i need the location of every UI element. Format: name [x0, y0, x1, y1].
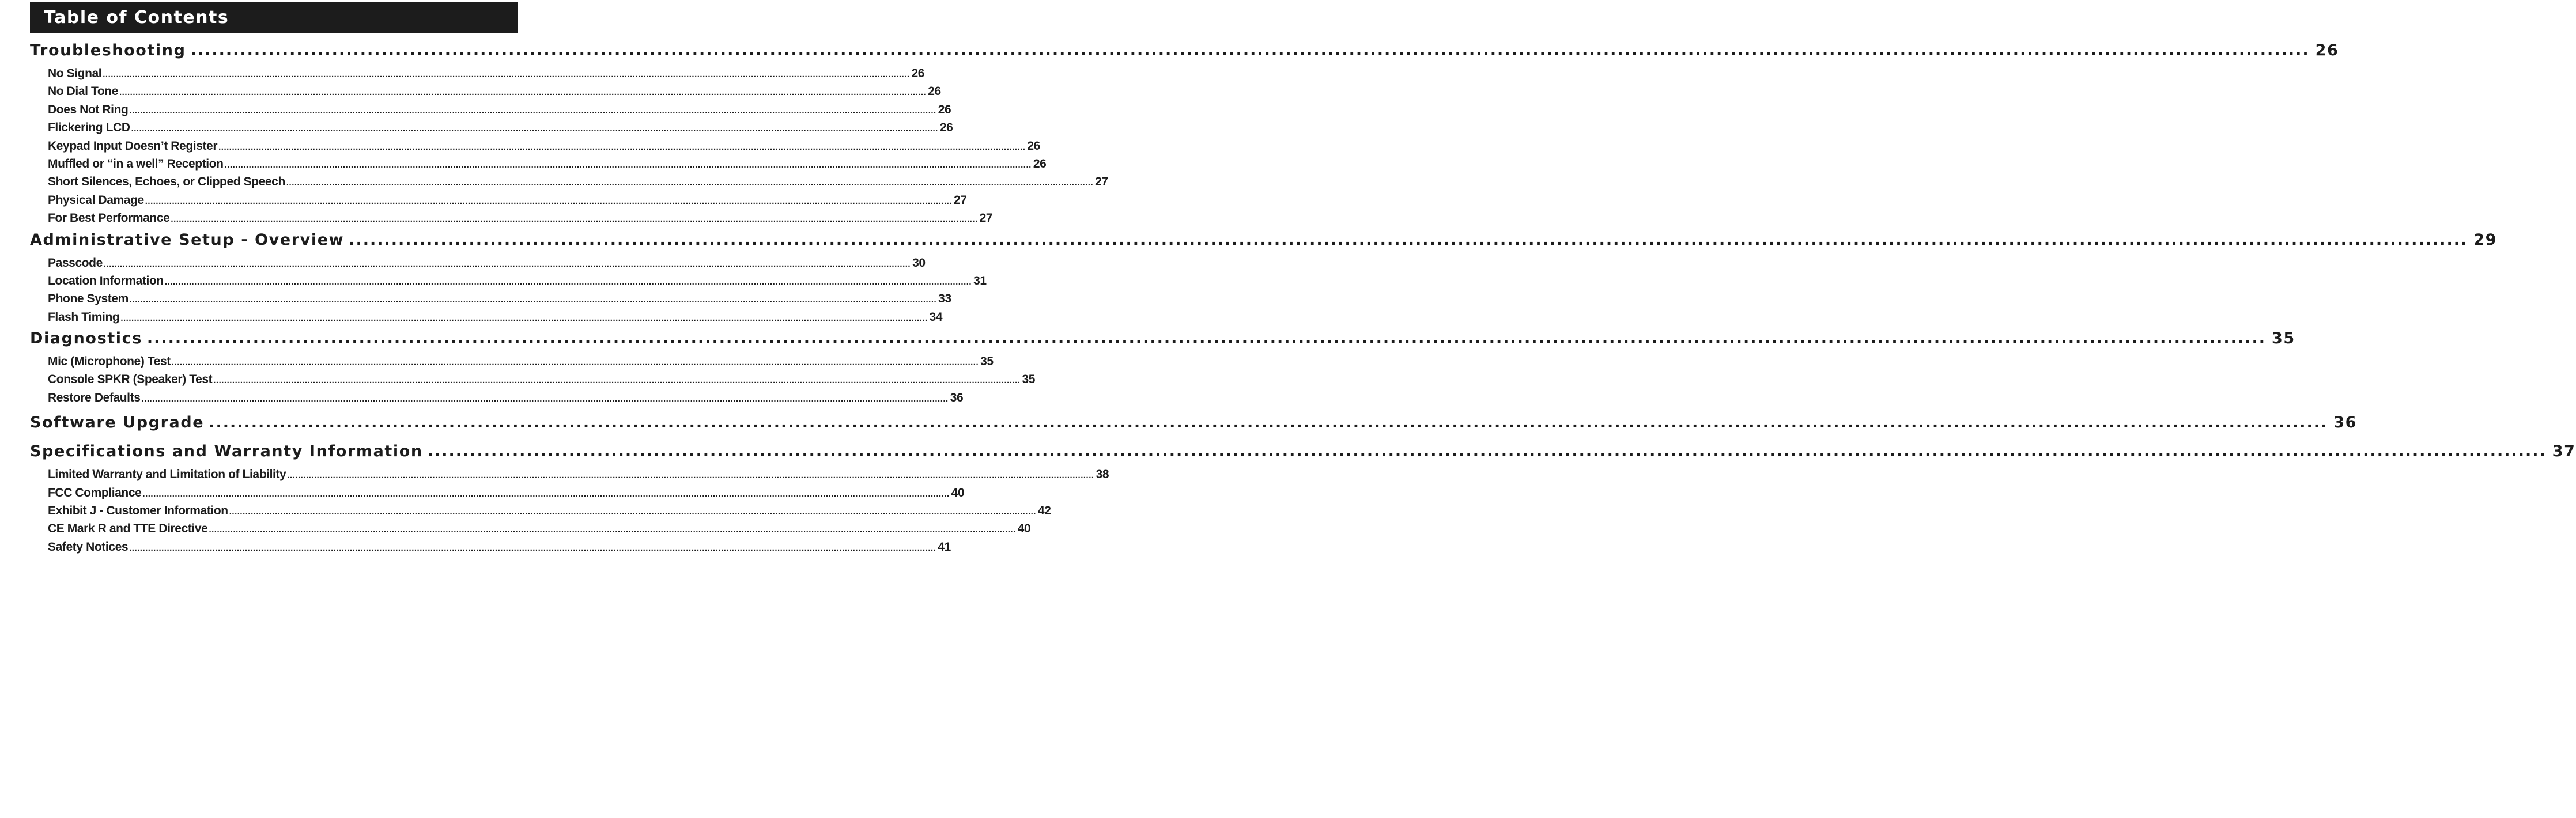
toc-section-page: 26 — [2315, 41, 2339, 59]
toc-item-page: 26 — [1027, 139, 1040, 153]
toc-item-page: 26 — [911, 67, 925, 80]
leader-dots: ............................................................................................................................................................................................................................................................................................................ — [209, 525, 1016, 535]
toc-item-title: FCC Compliance — [48, 486, 142, 499]
toc-section-title: Software Upgrade — [30, 414, 205, 432]
leader-dots: ............................................................................................................................................................................................................................................................................................................ — [171, 214, 978, 225]
toc-section-page: 36 — [2333, 414, 2358, 432]
toc-item-title: Location Information — [48, 274, 164, 287]
toc-item-title: Safety Notices — [48, 540, 129, 554]
leader-dots: ............................................................................................................................................................................................................................................................................................................ — [171, 358, 979, 368]
toc-section-group — [30, 228, 2498, 327]
toc-section-group — [30, 439, 2576, 556]
toc-item-page: 26 — [1033, 157, 1047, 171]
toc-item[interactable] — [48, 484, 965, 502]
toc-item[interactable] — [48, 520, 1031, 537]
toc-item-title: Console SPKR (Speaker) Test — [48, 373, 213, 387]
toc-item-page: 26 — [938, 103, 951, 116]
toc-item-title: Short Silences, Echoes, or Clipped Speech — [48, 175, 285, 189]
toc-item-title: Keypad Input Doesn’t Register — [48, 139, 218, 153]
toc-item[interactable] — [48, 119, 953, 137]
toc-item-title: Physical Damage — [48, 193, 144, 207]
toc-item-title: Restore Defaults — [48, 391, 141, 404]
leader-dots: ............................................................................................................................................................................................................................................................................................................ — [190, 41, 2310, 59]
page-title: Table of Contents — [44, 7, 229, 28]
leader-dots: ............................................................................................................................................................................................................................................................................................................ — [164, 277, 972, 287]
leader-dots: ............................................................................................................................................................................................................................................................................................................ — [224, 160, 1032, 170]
toc-item[interactable] — [48, 272, 987, 290]
toc-item-page: 41 — [938, 540, 951, 554]
toc-item-page: 30 — [912, 256, 926, 270]
toc-item-page: 36 — [950, 391, 964, 404]
toc-item[interactable] — [48, 173, 1108, 191]
leader-dots: ............................................................................................................................................................................................................................................................................................................ — [209, 414, 2328, 432]
leader-dots: ............................................................................................................................................................................................................................................................................................................ — [129, 543, 936, 553]
toc-item-page: 26 — [928, 85, 941, 99]
toc-item[interactable] — [48, 308, 943, 326]
leader-dots: ............................................................................................................................................................................................................................................................................................................ — [141, 393, 949, 404]
toc-section-group — [30, 38, 2339, 228]
toc-item-page: 38 — [1096, 468, 1109, 482]
toc-item-title: Passcode — [48, 256, 103, 270]
leader-dots: ............................................................................................................................................................................................................................................................................................................ — [103, 259, 911, 269]
toc-item-page: 42 — [1037, 504, 1051, 518]
toc-section-entry[interactable] — [30, 439, 2576, 464]
toc-item[interactable] — [48, 254, 926, 272]
toc-item-page: 33 — [938, 292, 951, 306]
leader-dots: ............................................................................................................................................................................................................................................................................................................ — [218, 142, 1026, 152]
toc-section-page: 29 — [2473, 230, 2498, 249]
toc-item-title: No Dial Tone — [48, 85, 118, 99]
toc-section-entry[interactable] — [30, 228, 2498, 253]
toc-item-page: 27 — [954, 193, 967, 207]
table-of-contents — [30, 38, 2576, 556]
toc-item[interactable] — [48, 465, 1109, 483]
leader-dots: ............................................................................................................................................................................................................................................................................................................ — [287, 471, 1094, 481]
toc-item-page: 34 — [929, 310, 943, 324]
toc-item[interactable] — [48, 101, 951, 119]
toc-item-title: Exhibit J - Customer Information — [48, 504, 228, 518]
toc-item[interactable] — [48, 353, 994, 370]
toc-header-bar — [30, 2, 518, 33]
toc-item-title: Muffled or “in a well” Reception — [48, 157, 224, 171]
toc-item[interactable] — [48, 155, 1047, 173]
leader-dots: ............................................................................................................................................................................................................................................................................................................ — [142, 488, 950, 499]
toc-item-page: 27 — [979, 211, 993, 225]
toc-section-group — [30, 326, 2295, 407]
toc-item-title: Phone System — [48, 292, 129, 306]
toc-item-title: Flickering LCD — [48, 121, 130, 135]
toc-section-entry[interactable] — [30, 410, 2358, 435]
toc-item-title: For Best Performance — [48, 211, 170, 225]
toc-item-page: 26 — [939, 121, 953, 135]
leader-dots: ............................................................................................................................................................................................................................................................................................................ — [213, 376, 1021, 386]
toc-section-title: Administrative Setup - Overview — [30, 230, 345, 249]
leader-dots: ............................................................................................................................................................................................................................................................................................................ — [146, 330, 2266, 348]
toc-item-title: Limited Warranty and Limitation of Liability — [48, 468, 286, 482]
leader-dots: ............................................................................................................................................................................................................................................................................................................ — [145, 196, 953, 206]
toc-item-title: Does Not Ring — [48, 103, 129, 116]
toc-item[interactable] — [48, 538, 951, 556]
toc-section-page: 37 — [2552, 442, 2576, 461]
toc-item[interactable] — [48, 137, 1040, 155]
toc-item-title: CE Mark R and TTE Directive — [48, 522, 208, 536]
toc-section-page: 35 — [2271, 330, 2295, 348]
toc-item-title: No Signal — [48, 67, 102, 80]
toc-item[interactable] — [48, 370, 1036, 388]
leader-dots: ............................................................................................................................................................................................................................................................................................................ — [119, 88, 927, 98]
leader-dots: ............................................................................................................................................................................................................................................................................................................ — [131, 124, 938, 134]
leader-dots: ............................................................................................................................................................................................................................................................................................................ — [120, 313, 928, 323]
toc-section-entry[interactable] — [30, 326, 2295, 351]
leader-dots: ............................................................................................................................................................................................................................................................................................................ — [349, 230, 2468, 249]
toc-item[interactable] — [48, 82, 941, 100]
leader-dots: ............................................................................................................................................................................................................................................................................................................ — [103, 70, 910, 79]
leader-dots: ............................................................................................................................................................................................................................................................................................................ — [229, 507, 1036, 517]
toc-section-entry[interactable] — [30, 38, 2339, 63]
toc-item-title: Mic (Microphone) Test — [48, 355, 171, 369]
leader-dots: ............................................................................................................................................................................................................................................................................................................ — [129, 105, 936, 116]
toc-item-page: 35 — [980, 355, 994, 369]
leader-dots: ............................................................................................................................................................................................................................................................................................................ — [286, 178, 1094, 188]
toc-section-title: Troubleshooting — [30, 41, 186, 59]
toc-item-page: 31 — [973, 274, 987, 287]
toc-item[interactable] — [48, 191, 967, 209]
toc-item-page: 35 — [1022, 373, 1036, 387]
toc-section-group — [30, 410, 2358, 435]
toc-section-title: Specifications and Warranty Information — [30, 442, 423, 461]
leader-dots: ............................................................................................................................................................................................................................................................................................................ — [129, 295, 937, 305]
toc-item-page: 40 — [951, 486, 965, 499]
toc-item[interactable] — [48, 65, 925, 82]
toc-item-page: 27 — [1095, 175, 1108, 189]
toc-item[interactable] — [48, 290, 951, 308]
toc-item[interactable] — [48, 389, 964, 407]
toc-item[interactable] — [48, 502, 1051, 520]
toc-item[interactable] — [48, 209, 993, 227]
leader-dots: ............................................................................................................................................................................................................................................................................................................ — [427, 442, 2547, 461]
toc-section-title: Diagnostics — [30, 330, 142, 348]
toc-item-title: Flash Timing — [48, 310, 120, 324]
toc-item-page: 40 — [1017, 522, 1031, 536]
